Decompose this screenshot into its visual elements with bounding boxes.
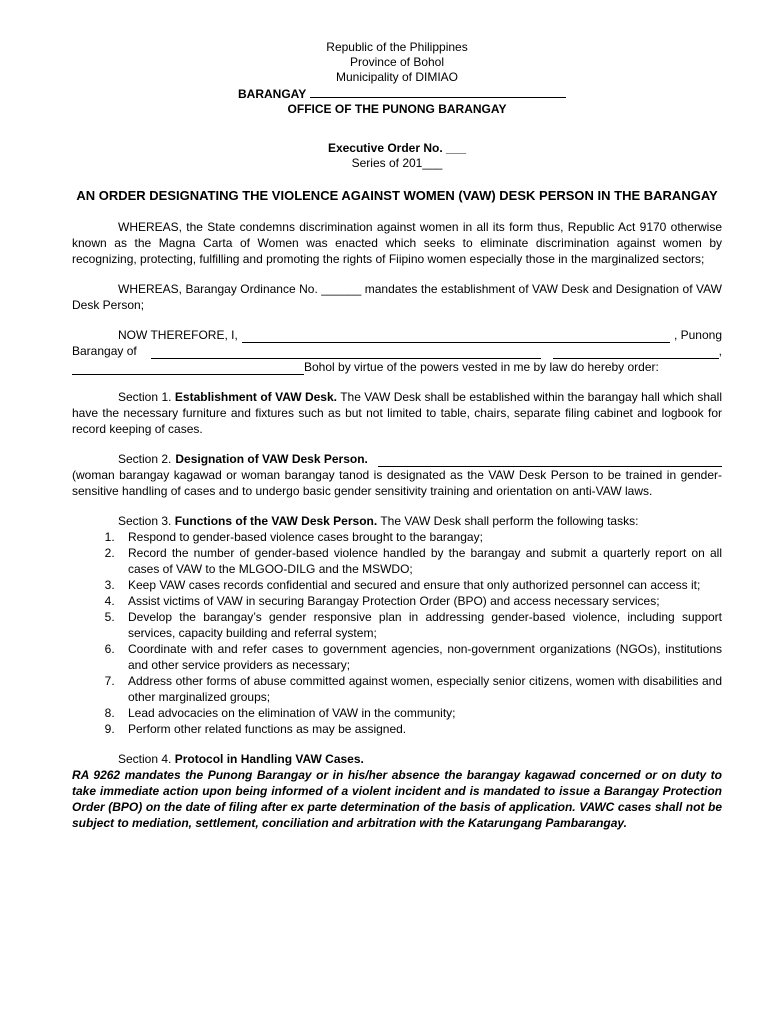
section-3-label: Section 3. (118, 514, 172, 528)
now-therefore-part3: Barangay of (72, 344, 137, 358)
header-block (72, 40, 722, 85)
whereas-clause-2: WHEREAS, Barangay Ordinance No. ______ mandates the establishment of VAW Desk and Designation of VAW Desk Person; (72, 282, 722, 312)
executive-order-line: Executive Order No. ___ (327, 141, 467, 155)
now-therefore-row-3 (72, 359, 722, 375)
section-1-heading: Establishment of VAW Desk. (174, 390, 337, 404)
section-4-label: Section 4. (118, 752, 172, 766)
section-1 (72, 389, 722, 437)
section-2-heading-row (72, 451, 722, 467)
function-item-8: 8. Lead advocacies on the elimination of VAW in the community; (118, 705, 722, 721)
section-4-text: RA 9262 mandates the Punong Barangay or in his/her absence the barangay kagawad concerned or on duty to take immediate action upon being informed of a violent incident and is mandated to issue a Barangay Protection Order (BPO) on the date of filing after ex parte determination of the basis of application. VAWC cases shall not be subject to mediation, settlement, conciliation and arbitration with the Katarungang Pambarangay. (72, 768, 722, 830)
section-4-heading: Protocol in Handling VAW Cases. (174, 752, 364, 766)
functions-list (72, 529, 722, 737)
now-therefore-row-2 (72, 343, 722, 359)
function-item-9: 9. Perform other related functions as may be assigned. (118, 721, 722, 737)
office-line: OFFICE OF THE PUNONG BARANGAY (287, 102, 507, 116)
section-4-heading-row (72, 751, 722, 767)
section-3-intro (72, 513, 722, 529)
republic-line: Republic of the Philippines (326, 40, 468, 54)
section-4 (72, 751, 722, 831)
now-therefore-clause (72, 327, 722, 375)
now-therefore-part5: Bohol by virtue of the powers vested in me by law do hereby order: (304, 360, 659, 374)
desk-person-blank (378, 454, 722, 467)
function-item-2: 2. Record the number of gender-based violence handled by the barangay and submit a quarterly report on all cases of VAW to the MLGOO-DILG and the MSWDO; (118, 545, 722, 577)
now-therefore-part4: , (718, 344, 722, 358)
section-3-heading: Functions of the VAW Desk Person. (174, 514, 378, 528)
function-item-1: 1. Respond to gender-based violence cases brought to the barangay; (118, 529, 722, 545)
series-line: Series of 201___ (351, 156, 443, 170)
section-2-label: Section 2. (118, 452, 172, 466)
address-blank (553, 346, 719, 359)
function-item-3: 3. Keep VAW cases records confidential and secured and ensure that only authorized personnel can access it; (118, 577, 722, 593)
section-2-heading: Designation of VAW Desk Person. (175, 452, 368, 466)
municipality-blank (72, 362, 304, 375)
barangay-line (72, 85, 722, 102)
barangay-of-blank (151, 346, 541, 359)
barangay-name-blank (310, 85, 566, 98)
section-2-text: (woman barangay kagawad or woman barangay tanod is designated as the VAW Desk Person to be trained in gender-sensitive handling of cases and to undergo basic gender sensitivity training and orientation on anti-VAW laws. (72, 468, 722, 498)
now-therefore-part2: , Punong (673, 328, 722, 342)
now-therefore-row-1 (72, 327, 722, 343)
section-1-label: Section 1. (118, 390, 172, 404)
province-line: Province of Bohol (349, 55, 445, 69)
barangay-label: BARANGAY (238, 87, 307, 101)
section-3-text: The VAW Desk shall perform the following tasks: (380, 514, 639, 528)
name-blank (242, 330, 670, 343)
section-3 (72, 513, 722, 737)
function-item-6: 6. Coordinate with and refer cases to government agencies, non-government organizations (NGOs), institutions and other service providers as necessary; (118, 641, 722, 673)
function-item-7: 7. Address other forms of abuse committed against women, especially senior citizens, women with disabilities and other marginalized groups; (118, 673, 722, 705)
function-item-4: 4. Assist victims of VAW in securing Barangay Protection Order (BPO) and access necessary services; (118, 593, 722, 609)
order-title: AN ORDER DESIGNATING THE VIOLENCE AGAINST WOMEN (VAW) DESK PERSON IN THE BARANGAY (76, 188, 718, 203)
municipality-line: Municipality of DIMIAO (335, 70, 459, 84)
now-therefore-part1: NOW THEREFORE, I, (118, 328, 238, 342)
section-2 (72, 451, 722, 499)
section-1-text: The VAW Desk shall be established within the barangay hall which shall have the necessary furniture and fixtures such as but not limited to table, chairs, separate filing cabinet and logbook for record keeping of cases. (72, 390, 723, 436)
function-item-5: 5. Develop the barangay’s gender responsive plan in addressing gender-based violence, including support services, capacity building and referral system; (118, 609, 722, 641)
whereas-clause-1: WHEREAS, the State condemns discrimination against women in all its form thus, Republic Act 9170 otherwise known as the Magna Carta of Women was enacted which seeks to eliminate discrimination against women by recognizing, protecting, fulfilling and promoting the rights of Fiipino women especially those in the marginalized sectors; (72, 220, 722, 266)
